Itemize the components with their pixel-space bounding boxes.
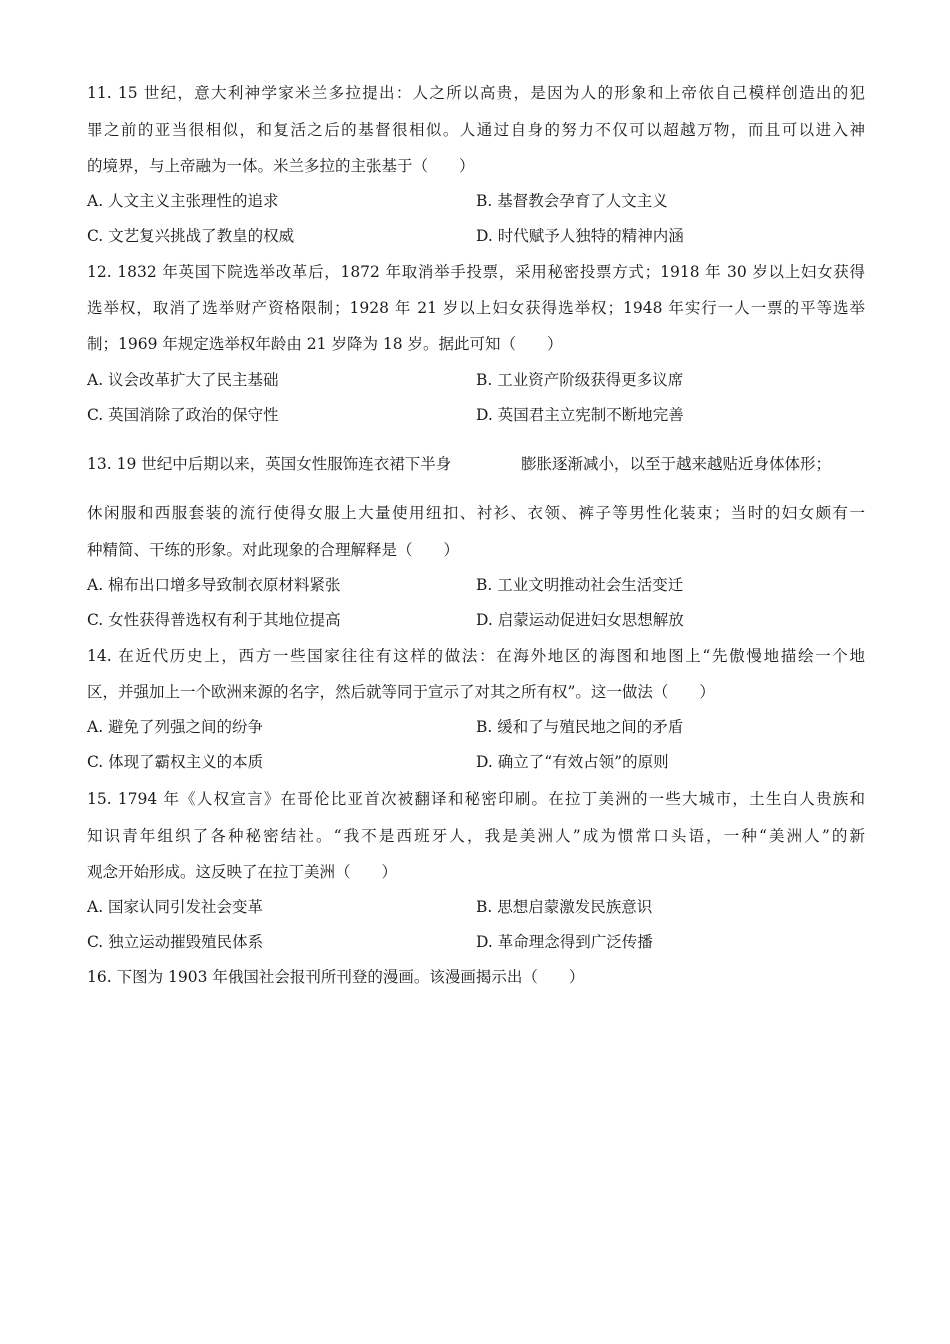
q11-stem-line-3: 的境界，与上帝融为一体。米兰多拉的主张基于（ ） [87,157,475,175]
q12-option-c: C. 英国消除了政治的保守性 [87,406,279,424]
q15-option-b: B. 思想启蒙激发民族意识 [476,898,653,916]
q15-option-d: D. 革命理念得到广泛传播 [476,933,653,951]
q14-option-d: D. 确立了“有效占领”的原则 [476,753,669,771]
q16-stem-line-1: 16. 下图为 1903 年俄国社会报刊所刊登的漫画。该漫画揭示出（ ） [87,968,585,986]
q12-option-b: B. 工业资产阶级获得更多议席 [476,371,684,389]
q15-stem-line-3: 观念开始形成。这反映了在拉丁美洲（ ） [87,863,398,881]
q14-stem-line-2: 区，并强加上一个欧洲来源的名字，然后就等同于宣示了对其之所有权”。这一做法（ ） [87,683,715,701]
q12-stem-line-2: 选举权，取消了选举财产资格限制；1928 年 21 岁以上妇女获得选举权；1948 年实行一人一票的平等选举 [87,299,865,317]
q13-stem-line-1b: 膨胀逐渐减小，以至于越来越贴近身体体形； [521,455,832,473]
q11-option-b: B. 基督教会孕育了人文主义 [476,192,668,210]
q11-option-d: D. 时代赋予人独特的精神内涵 [476,227,684,245]
q12-stem-line-3: 制；1969 年规定选举权年龄由 21 岁降为 18 岁。据此可知（ ） [87,335,563,353]
q12-option-a: A. 议会改革扩大了民主基础 [87,371,279,389]
q15-stem-line-1: 15. 1794 年《人权宣言》在哥伦比亚首次被翻译和秘密印刷。在拉丁美洲的一些大城市，土生白人贵族和 [87,790,865,808]
q13-option-b: B. 工业文明推动社会生活变迁 [476,576,684,594]
q13-option-c: C. 女性获得普选权有利于其地位提高 [87,611,341,629]
q13-option-d: D. 启蒙运动促进妇女思想解放 [476,611,684,629]
q11-option-c: C. 文艺复兴挑战了教皇的权威 [87,227,295,245]
q14-option-c: C. 体现了霸权主义的本质 [87,753,264,771]
q13-stem-line-3: 种精简、干练的形象。对此现象的合理解释是（ ） [87,541,460,559]
q11-stem-line-2: 罪之前的亚当很相似，和复活之后的基督很相似。人通过自身的努力不仅可以超越万物，而且可以进入神 [87,121,865,139]
q11-option-a: A. 人文主义主张理性的追求 [87,192,279,210]
q13-option-a: A. 棉布出口增多导致制衣原材料紧张 [87,576,341,594]
q14-stem-line-1: 14. 在近代历史上，西方一些国家往往有这样的做法：在海外地区的海图和地图上“先傲慢地描绘一个地 [87,647,865,665]
q13-stem-line-1a: 13. 19 世纪中后期以来，英国女性服饰连衣裙下半身 [87,455,452,473]
q14-option-b: B. 缓和了与殖民地之间的矛盾 [476,718,684,736]
q15-option-a: A. 国家认同引发社会变革 [87,898,264,916]
q14-option-a: A. 避免了列强之间的纷争 [87,718,264,736]
q12-stem-line-1: 12. 1832 年英国下院选举改革后，1872 年取消举手投票，采用秘密投票方式；1918 年 30 岁以上妇女获得 [87,263,865,281]
q15-stem-line-2: 知识青年组织了各种秘密结社。“我不是西班牙人，我是美洲人”成为惯常口头语，一种“美洲人”的新 [87,827,865,845]
q15-option-c: C. 独立运动摧毁殖民体系 [87,933,264,951]
q13-stem-line-2: 休闲服和西服套装的流行使得女服上大量使用纽扣、衬衫、衣领、裤子等男性化装束；当时的妇女颇有一 [87,504,865,522]
q12-option-d: D. 英国君主立宪制不断地完善 [476,406,684,424]
q11-stem-line-1: 11. 15 世纪，意大利神学家米兰多拉提出：人之所以高贵，是因为人的形象和上帝依自己模样创造出的犯 [87,84,865,102]
